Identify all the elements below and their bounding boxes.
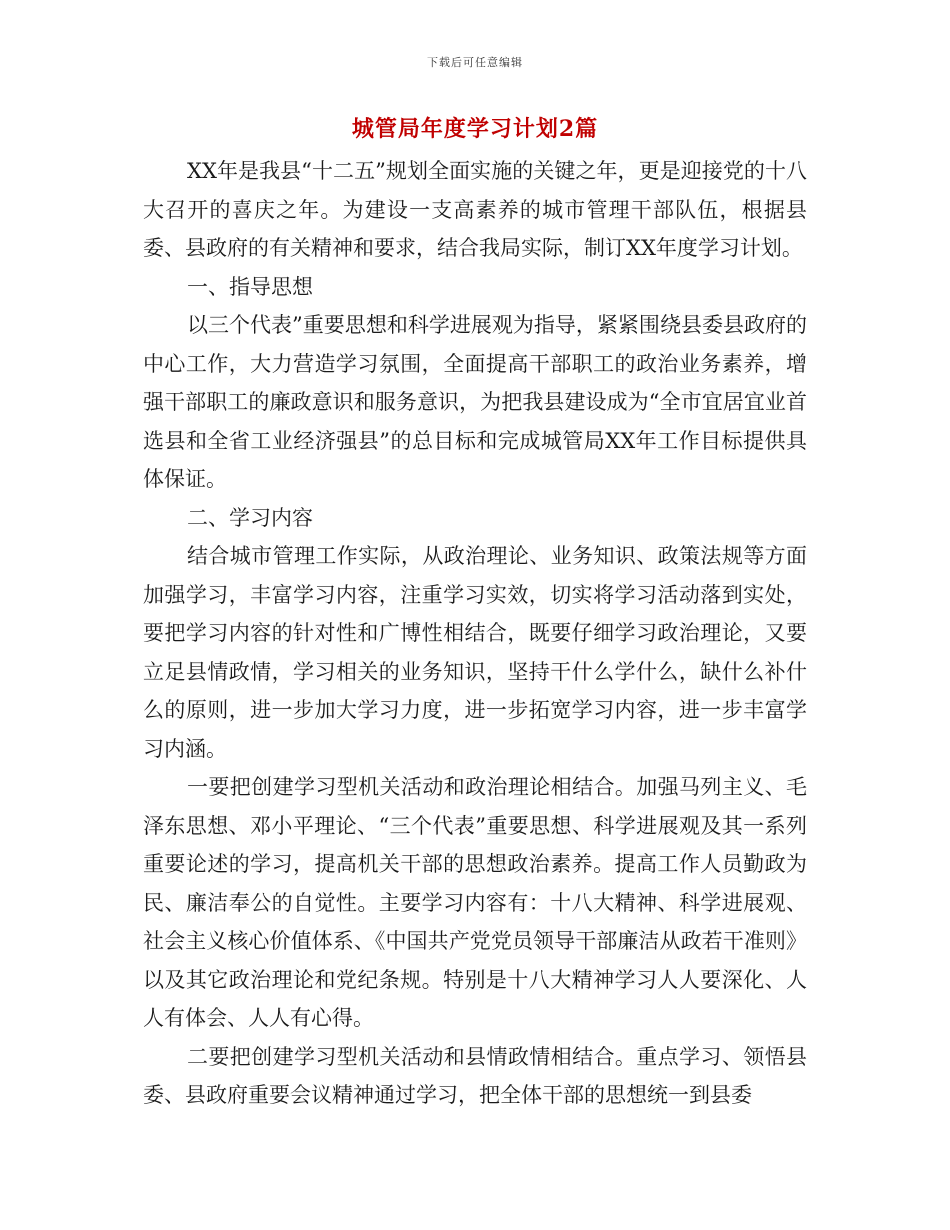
paragraph-first-requirement: 一要把创建学习型机关活动和政治理论相结合。加强马列主义、毛泽东思想、邓小平理论、“三个代表”重要思想、科学进展观及其一系列重要论述的学习，提高机关干部的思想政治素养。提高工作人员勤政为民、廉洁奉公的自觉性。主要学习内容有：十八大精神、科学进展观、社会主义核心价值体系、《中国共产党党员领导干部廉洁从政若干准则》以及其它政治理论和党纪条规。特别是十八大精神学习人人要深化、人人有体会、人人有心得。 xyxy=(143,775,807,1030)
paragraph-intro: XX年是我县“十二五”规划全面实施的关键之年，更是迎接党的十八大召开的喜庆之年。为建设一支高素养的城市管理干部队伍，根据县委、县政府的有关精神和要求，结合我局实际，制订XX年度学习计划。 xyxy=(143,159,807,260)
section-heading-study-content: 二、学习内容 xyxy=(187,505,313,530)
document-body xyxy=(143,152,807,1115)
header-note: 下载后可任意编辑 xyxy=(427,56,523,69)
paragraph-study-content: 结合城市管理工作实际，从政治理论、业务知识、政策法规等方面加强学习，丰富学习内容，注重学习实效，切实将学习活动落到实处，要把学习内容的针对性和广博性相结合，既要仔细学习政治理论，又要立足县情政情，学习相关的业务知识，坚持干什么学什么，缺什么补什么的原则，进一步加大学习力度，进一步拓宽学习内容，进一步丰富学习内涵。 xyxy=(143,544,807,761)
section-heading-guiding-thought: 一、指导思想 xyxy=(187,274,313,299)
paragraph-second-requirement: 二要把创建学习型机关活动和县情政情相结合。重点学习、领悟县委、县政府重要会议精神通过学习，把全体干部的思想统一到县委 xyxy=(143,1044,807,1107)
document-title: 城管局年度学习计划2篇 xyxy=(351,116,599,142)
paragraph-guiding-thought: 以三个代表”重要思想和科学进展观为指导，紧紧围绕县委县政府的中心工作，大力营造学习氛围，全面提高干部职工的政治业务素养，增强干部职工的廉政意识和服务意识，为把我县建设成为“全市宜居宜业首选县和全省工业经济强县”的总目标和完成城管局XX年工作目标提供具体保证。 xyxy=(143,313,807,491)
